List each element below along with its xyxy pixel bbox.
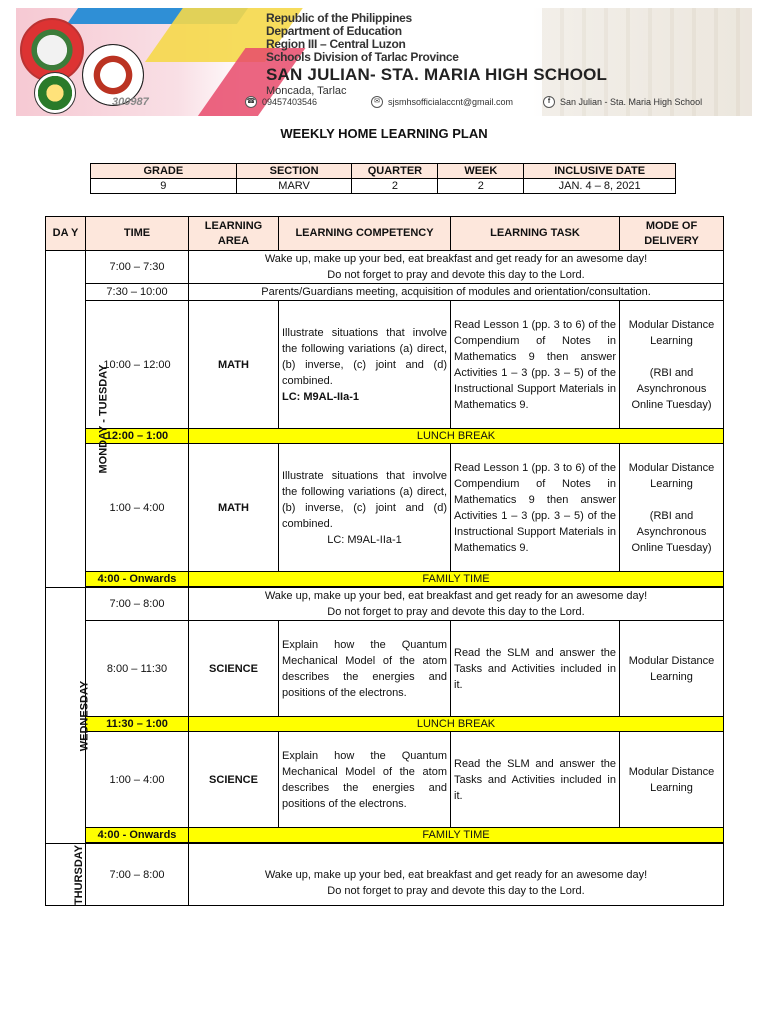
school-name: SAN JULIAN- STA. MARIA HIGH SCHOOL (266, 65, 608, 84)
header-text (266, 12, 607, 97)
area-cell: SCIENCE (189, 621, 279, 717)
task-cell: Read Lesson 1 (pp. 3 to 6) of the Compendium of Notes in Mathematics 9 then answer Activities 1 – 3 (pp. 3 – 5) of the Instructional Support Materials in Mathematics 9. (451, 444, 620, 572)
lunch-row (46, 429, 724, 444)
family-time-label: FAMILY TIME (189, 572, 724, 587)
date-value: JAN. 4 – 8, 2021 (524, 179, 676, 194)
time-cell: 4:00 - Onwards (86, 572, 189, 587)
time-cell: 7:00 – 8:00 (86, 588, 189, 621)
info-value-row (91, 179, 676, 194)
table-row (46, 588, 724, 621)
col-day: DA Y (46, 217, 86, 251)
week-value: 2 (438, 179, 524, 194)
info-header: WEEK (438, 164, 524, 179)
header-line: Republic of the Philippines (266, 11, 412, 25)
email-text: sjsmhsofficialaccnt@gmail.com (388, 97, 514, 107)
time-cell: 12:00 – 1:00 (86, 429, 189, 444)
quarter-value: 2 (352, 179, 438, 194)
area-cell: MATH (189, 301, 279, 429)
grade-value: 9 (91, 179, 237, 194)
col-task: LEARNING TASK (451, 217, 620, 251)
contact-phone (245, 96, 317, 108)
lunch-break-label: LUNCH BREAK (189, 429, 724, 444)
mode-cell: Modular Distance Learning (620, 621, 724, 717)
day-label: THURSDAY (46, 844, 86, 906)
parents-meeting-note: Parents/Guardians meeting, acquisition of modules and orientation/consultation. (189, 284, 724, 301)
phone-icon: ☎ (245, 96, 257, 108)
task-cell: Read Lesson 1 (pp. 3 to 6) of the Compendium of Notes in Mathematics 9 then answer Activities 1 – 3 (pp. 3 – 5) of the Instructional Support Materials in Mathematics 9. (451, 301, 620, 429)
col-competency: LEARNING COMPETENCY (279, 217, 451, 251)
phone-text: 09457403546 (262, 97, 318, 107)
info-header: GRADE (91, 164, 237, 179)
learning-plan-table (45, 216, 724, 906)
time-cell: 1:00 – 4:00 (86, 732, 189, 828)
mode-cell: Modular Distance Learning (RBI and Asynchronous Online Tuesday) (620, 301, 724, 429)
col-area: LEARNING AREA (189, 217, 279, 251)
wake-up-note: Wake up, make up your bed, eat breakfast and get ready for an awesome day! Do not forget to pray and devote this day to the Lord. (189, 844, 724, 906)
col-time: TIME (86, 217, 189, 251)
lunch-break-label: LUNCH BREAK (189, 717, 724, 732)
header-line: Schools Division of Tarlac Province (266, 50, 459, 64)
table-row (46, 444, 724, 572)
mode-cell: Modular Distance Learning (RBI and Asynchronous Online Tuesday) (620, 444, 724, 572)
info-header: INCLUSIVE DATE (524, 164, 676, 179)
area-cell: SCIENCE (189, 732, 279, 828)
competency-cell: Illustrate situations that involve the following variations (a) direct, (b) inverse, (c) joint and (d) combined. LC: M9AL-IIa-1 (279, 444, 451, 572)
time-cell: 8:00 – 11:30 (86, 621, 189, 717)
time-cell: 1:00 – 4:00 (86, 444, 189, 572)
header-line: Region III – Central Luzon (266, 37, 406, 51)
class-info-table (90, 163, 676, 194)
page-title: WEEKLY HOME LEARNING PLAN (280, 126, 488, 141)
time-cell: 7:00 – 7:30 (86, 251, 189, 284)
competency-cell: Illustrate situations that involve the following variations (a) direct, (b) inverse, (c) joint and (d) combined. LC: M9AL-IIa-1 (279, 301, 451, 429)
plan-header-row (46, 217, 724, 251)
competency-cell: Explain how the Quantum Mechanical Model of the atom describes the energies and positions of the electrons. (279, 621, 451, 717)
table-row (46, 732, 724, 828)
time-cell: 11:30 – 1:00 (86, 717, 189, 732)
day-label: WEDNESDAY (46, 588, 86, 844)
info-header-row (91, 164, 676, 179)
family-row (46, 828, 724, 843)
table-row (46, 621, 724, 717)
family-row (46, 572, 724, 587)
area-cell: MATH (189, 444, 279, 572)
facebook-text: San Julian - Sta. Maria High School (560, 97, 703, 107)
facebook-icon: f (543, 96, 555, 108)
task-cell: Read the SLM and answer the Tasks and Activities included in it. (451, 732, 620, 828)
table-row (46, 301, 724, 429)
time-cell: 7:00 – 8:00 (86, 844, 189, 906)
wake-up-note: Wake up, make up your bed, eat breakfast and get ready for an awesome day! Do not forget to pray and devote this day to the Lord. (189, 588, 724, 621)
competency-cell: Explain how the Quantum Mechanical Model of the atom describes the energies and positions of the electrons. (279, 732, 451, 828)
col-mode: MODE OF DELIVERY (620, 217, 724, 251)
table-row (46, 284, 724, 301)
mode-cell: Modular Distance Learning (620, 732, 724, 828)
lunch-row (46, 717, 724, 732)
time-cell: 7:30 – 10:00 (86, 284, 189, 301)
time-cell: 10:00 – 12:00 (86, 301, 189, 429)
family-time-label: FAMILY TIME (189, 828, 724, 843)
info-header: QUARTER (352, 164, 438, 179)
contact-email (371, 96, 513, 108)
school-id: 300987 (112, 96, 149, 108)
task-cell: Read the SLM and answer the Tasks and Activities included in it. (451, 621, 620, 717)
header-line: Department of Education (266, 24, 402, 38)
time-cell: 4:00 - Onwards (86, 828, 189, 843)
school-town: Moncada, Tarlac (266, 85, 347, 97)
contact-facebook (543, 96, 702, 108)
mail-icon: ✉ (371, 96, 383, 108)
table-row (46, 251, 724, 284)
division-seal-logo (34, 72, 76, 114)
wake-up-note: Wake up, make up your bed, eat breakfast and get ready for an awesome day! Do not forget to pray and devote this day to the Lord. (189, 251, 724, 284)
table-row (46, 844, 724, 906)
day-label: MONDAY - TUESDAY (46, 251, 86, 588)
info-header: SECTION (236, 164, 352, 179)
section-value: MARV (236, 179, 352, 194)
